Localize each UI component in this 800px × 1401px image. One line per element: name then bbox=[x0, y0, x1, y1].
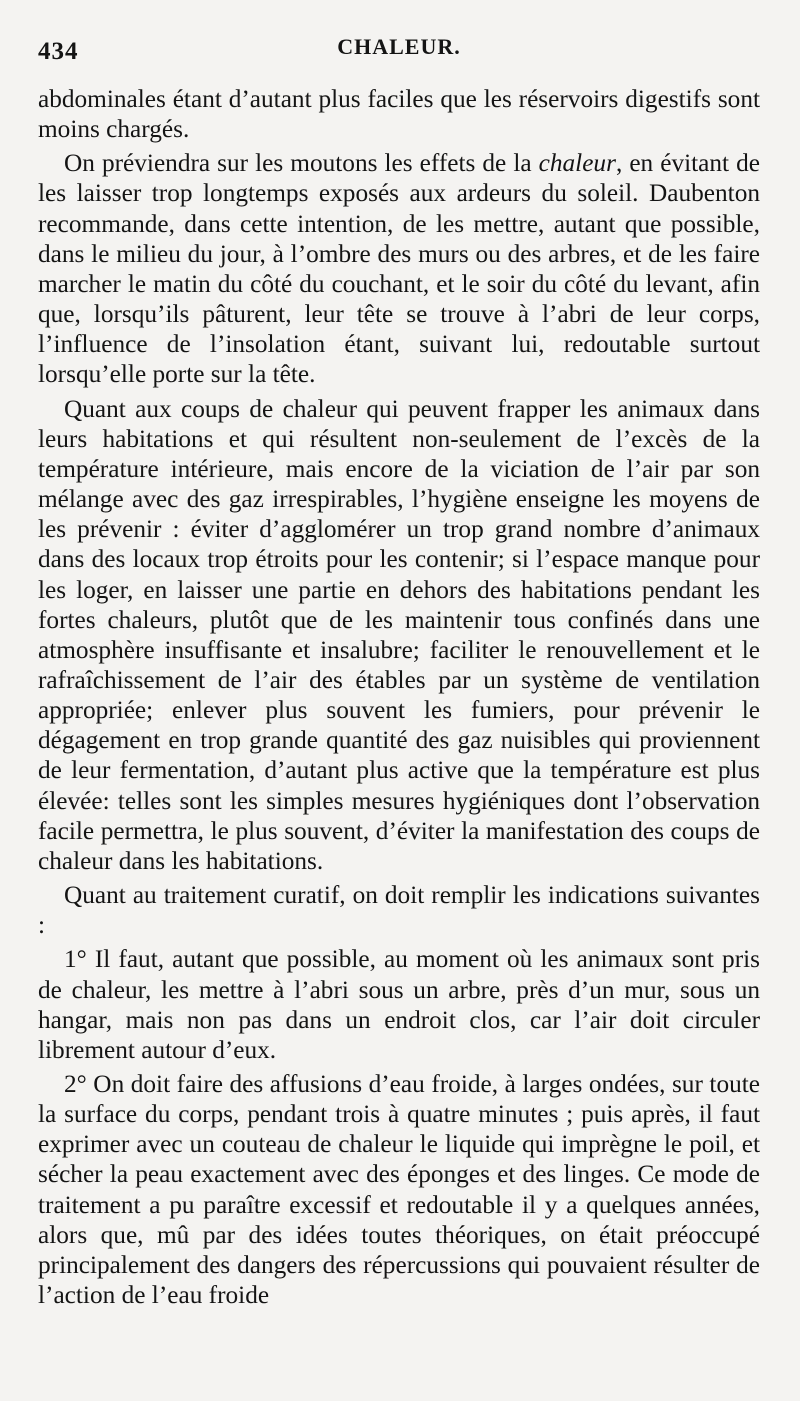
text-run: Quant aux coups de chaleur qui peuvent frapper les animaux dans leurs habitations et qui résultent non-seulement de l’excès de la température intérieure, mais encore de la viciation de l’air par son mélange avec des gaz irrespirables, l’hygiène enseigne les moyens de les prévenir : éviter d’agglomérer un trop grand nombre d’animaux dans des locaux trop étroits pour les contenir; si l’espace manque pour les loger, en laisser une partie en dehors des habitations pendant les fortes chaleurs, plutôt que de les maintenir tous confinés dans une atmosphère insuffisante et insalubre; faciliter le renouvellement et le rafraîchissement de l’air des étables par un système de ventilation appropriée; enlever plus souvent les fumiers, pour prévenir le dégagement en trop grande quantité des gaz nuisibles qui proviennent de leur fermentation, d’autant plus active que la température est plus élevée: telles sont les simples mesures hygiéniques dont l’observation facile permettra, le plus souvent, d’éviter la manifestation des coups de chaleur dans les habitations. bbox=[38, 394, 760, 875]
text-run: 1° Il faut, autant que possible, au moment où les animaux sont pris de chaleur, les mettre à l’abri sous un arbre, près d’un mur, sous un hangar, mais non pas dans un endroit clos, car l’air doit circuler librement autour d’eux. bbox=[38, 945, 760, 1064]
running-title: CHALEUR. bbox=[337, 34, 461, 59]
body-text bbox=[38, 84, 760, 1310]
text-run: , en évitant de les laisser trop longtemps exposés aux ardeurs du soleil. Daubenton recommande, dans cette intention, de les mettre, autant que possible, dans le milieu du jour, à l’ombre des murs ou des arbres, et de les faire marcher le matin du côté du couchant, et le soir du côté du levant, afin que, lorsqu’ils pâturent, leur tête se trouve à l’abri de leur corps, l’influence de l’insolation étant, suivant lui, redoutable surtout lorsqu’elle porte sur la tête. bbox=[38, 149, 761, 389]
paragraph bbox=[38, 944, 760, 1065]
italic-term: chaleur bbox=[538, 149, 616, 178]
text-run: On préviendra sur les moutons les effets de la bbox=[64, 149, 539, 178]
paragraph bbox=[38, 148, 760, 389]
paragraph bbox=[38, 1069, 760, 1310]
paragraph bbox=[38, 880, 760, 940]
running-head bbox=[38, 34, 760, 84]
text-run: 2° On doit faire des affusions d’eau froide, à larges ondées, sur toute la surface du corps, pendant trois à quatre minutes ; puis après, il faut exprimer avec un couteau de chaleur le liquide qui imprègne le poil, et sécher la peau exactement avec des éponges et des linges. Ce mode de traitement a pu paraître excessif et redoutable il y a quelques années, alors que, mû par des idées toutes théoriques, on était préoccupé principalement des dangers des répercussions qui pouvaient résulter de l’action de l’eau froide bbox=[38, 1070, 760, 1310]
paragraph bbox=[38, 84, 760, 144]
paragraph bbox=[38, 394, 760, 877]
text-run: abdominales étant d’autant plus faciles que les réservoirs digestifs sont moins chargés. bbox=[38, 85, 760, 144]
page-number: 434 bbox=[38, 38, 79, 65]
text-run: Quant au traitement curatif, on doit remplir les indications suivantes : bbox=[38, 881, 760, 940]
